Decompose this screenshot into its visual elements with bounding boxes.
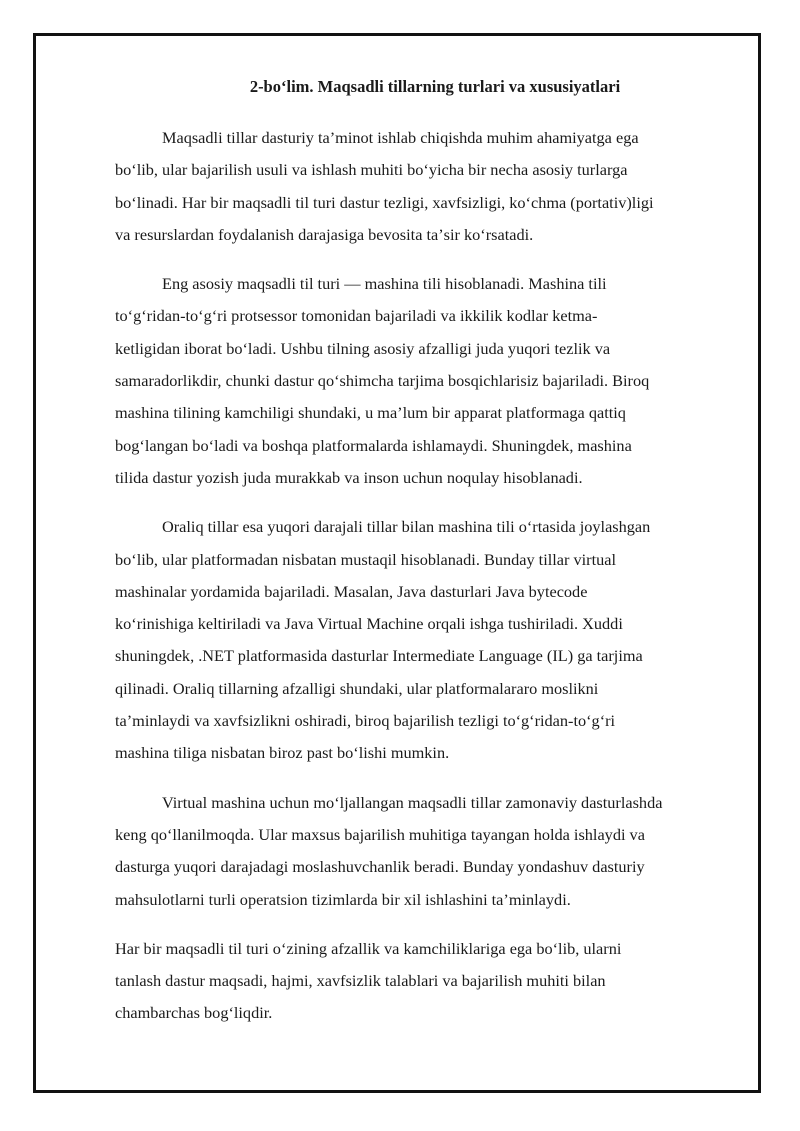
text-line: va resurslardan foydalanish darajasiga bevosita taʼsir koʻrsatadi.	[115, 224, 534, 244]
text-line: toʻgʻridan-toʻgʻri protsessor tomonidan bajariladi va ikkilik kodlar ketma-	[115, 306, 598, 326]
paragraph-4	[115, 787, 675, 916]
text-line: mashinalar yordamida bajariladi. Masalan, Java dasturlari Java bytecode	[115, 581, 588, 601]
text-line: Virtual mashina uchun moʻljallangan maqsadli tillar zamonaviy dasturlashda	[162, 792, 663, 812]
document-body	[115, 70, 675, 1030]
text-line: taʼminlaydi va xavfsizlikni oshiradi, biroq bajarilish tezligi toʻgʻridan-toʻgʻri	[115, 711, 616, 731]
text-line: dasturga yuqori darajadagi moslashuvchanlik beradi. Bunday yondashuv dasturiy	[115, 857, 645, 877]
text-line: ketligidan iborat boʻladi. Ushbu tilning asosiy afzalligi juda yuqori tezlik va	[115, 338, 611, 358]
text-line: bogʻlangan boʻladi va boshqa platformalarda ishlamaydi. Shuningdek, mashina	[115, 435, 632, 455]
text-line: tanlash dastur maqsadi, hajmi, xavfsizlik talablari va bajarilish muhiti bilan	[115, 971, 606, 991]
text-line: Maqsadli tillar dasturiy taʼminot ishlab chiqishda muhim ahamiyatga ega	[162, 128, 639, 147]
text-line: qilinadi. Oraliq tillarning afzalligi shundaki, ular platformalararo moslikni	[115, 678, 599, 698]
section-title: 2-boʻlim. Maqsadli tillarning turlari va xususiyatlari	[249, 77, 621, 96]
text-line: Eng asosiy maqsadli til turi — mashina tili hisoblanadi. Mashina tili	[162, 274, 607, 294]
text-line: boʻlib, ular platformadan nisbatan mustaqil hisoblanadi. Bunday tillar virtual	[115, 549, 616, 569]
text-line: Oraliq tillar esa yuqori darajali tillar bilan mashina tili oʻrtasida joylashgan	[162, 517, 651, 537]
text-line: tilida dastur yozish juda murakkab va inson uchun noqulay hisoblanadi.	[115, 467, 583, 487]
text-line: shuningdek, .NET platformasida dasturlar Intermediate Language (IL) ga tarjima	[115, 646, 643, 666]
text-line: Har bir maqsadli til turi oʻzining afzallik va kamchiliklariga ega boʻlib, ularni	[115, 938, 622, 958]
text-line: boʻlinadi. Har bir maqsadli til turi dastur tezligi, xavfsizligi, koʻchma (portativ)ligi	[115, 192, 654, 212]
paragraph-1	[115, 122, 675, 251]
text-line: mashina tiliga nisbatan biroz past boʻlishi mumkin.	[115, 743, 450, 763]
text-line: chambarchas bogʻliqdir.	[115, 1003, 273, 1023]
paragraph-3	[115, 511, 675, 769]
text-line: samaradorlikdir, chunki dastur qoʻshimcha tarjima bosqichlarisiz bajariladi. Biroq	[115, 371, 650, 391]
paragraph-2	[115, 268, 675, 494]
text-line: keng qoʻllanilmoqda. Ular maxsus bajarilish muhitiga tayangan holda ishlaydi va	[115, 824, 645, 844]
text-line: mahsulotlarni turli operatsion tizimlarda bir xil ishlashini taʼminlaydi.	[115, 889, 571, 909]
text-line: mashina tilining kamchiligi shundaki, u maʼlum bir apparat platformaga qattiq	[115, 403, 626, 423]
text-line: boʻlib, ular bajarilish usuli va ishlash muhiti boʻyicha bir necha asosiy turlarga	[115, 160, 628, 180]
paragraph-5	[115, 933, 675, 1030]
text-line: koʻrinishiga keltiriladi va Java Virtual Machine orqali ishga tushiriladi. Xuddi	[115, 614, 623, 634]
